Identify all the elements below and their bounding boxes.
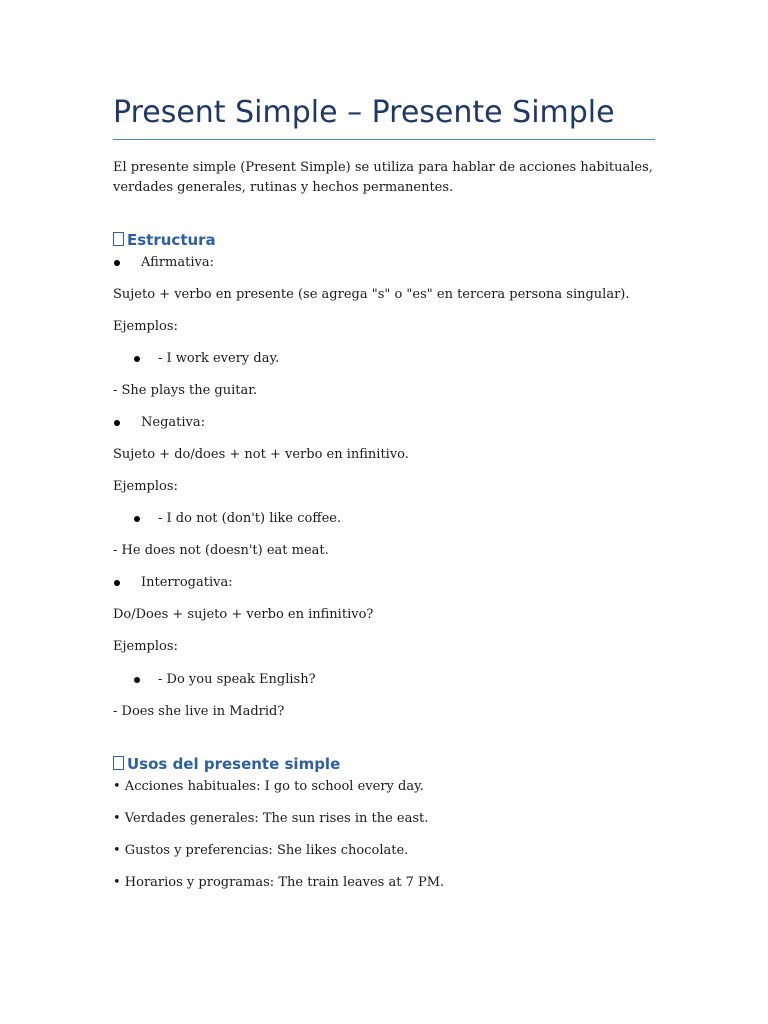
- negative-example-2: - He does not (doesn't) eat meat.: [113, 543, 329, 558]
- section-heading-label: Usos del presente simple: [127, 755, 341, 773]
- list-item: • Gustos y preferencias: She likes chocolate.: [113, 843, 409, 858]
- list-item: • Horarios y programas: The train leaves at 7 PM.: [113, 875, 445, 890]
- negative-label: Negativa:: [141, 415, 205, 430]
- bullet-icon: [134, 356, 140, 362]
- bullet-icon: [114, 580, 120, 586]
- title-underline: [113, 139, 655, 140]
- list-item: • Verdades generales: The sun rises in the east.: [113, 811, 429, 826]
- affirmative-examples-label: Ejemplos:: [113, 319, 178, 334]
- affirmative-example-2: - She plays the guitar.: [113, 383, 258, 398]
- intro-paragraph: El presente simple (Present Simple) se utiliza para hablar de acciones habituales, verdades generales, rutinas y hechos permanentes.: [113, 160, 653, 195]
- interrogative-label: Interrogativa:: [141, 575, 233, 590]
- interrogative-rule: Do/Does + sujeto + verbo en infinitivo?: [113, 607, 374, 622]
- negative-rule: Sujeto + do/does + not + verbo en infinitivo.: [113, 447, 409, 462]
- bullet-icon: [114, 420, 120, 426]
- affirmative-example-1: - I work every day.: [158, 351, 280, 366]
- section-heading-label: Estructura: [127, 231, 216, 249]
- affirmative-rule: Sujeto + verbo en presente (se agrega "s" o "es" en tercera persona singular).: [113, 287, 630, 302]
- missing-glyph-box-icon: [113, 756, 124, 770]
- list-item: • Acciones habituales: I go to school every day.: [113, 779, 424, 794]
- interrogative-example-1: - Do you speak English?: [158, 672, 316, 687]
- negative-examples-label: Ejemplos:: [113, 479, 178, 494]
- bullet-icon: [134, 677, 140, 683]
- document-title: Present Simple – Presente Simple: [113, 95, 615, 130]
- missing-glyph-box-icon: [113, 232, 124, 246]
- section-heading-estructura: [113, 230, 216, 250]
- section-heading-usos: [113, 754, 340, 774]
- interrogative-example-2: - Does she live in Madrid?: [113, 704, 285, 719]
- negative-example-1: - I do not (don't) like coffee.: [158, 511, 342, 526]
- bullet-icon: [114, 260, 120, 266]
- interrogative-examples-label: Ejemplos:: [113, 639, 178, 654]
- bullet-icon: [134, 516, 140, 522]
- affirmative-label: Afirmativa:: [141, 255, 214, 270]
